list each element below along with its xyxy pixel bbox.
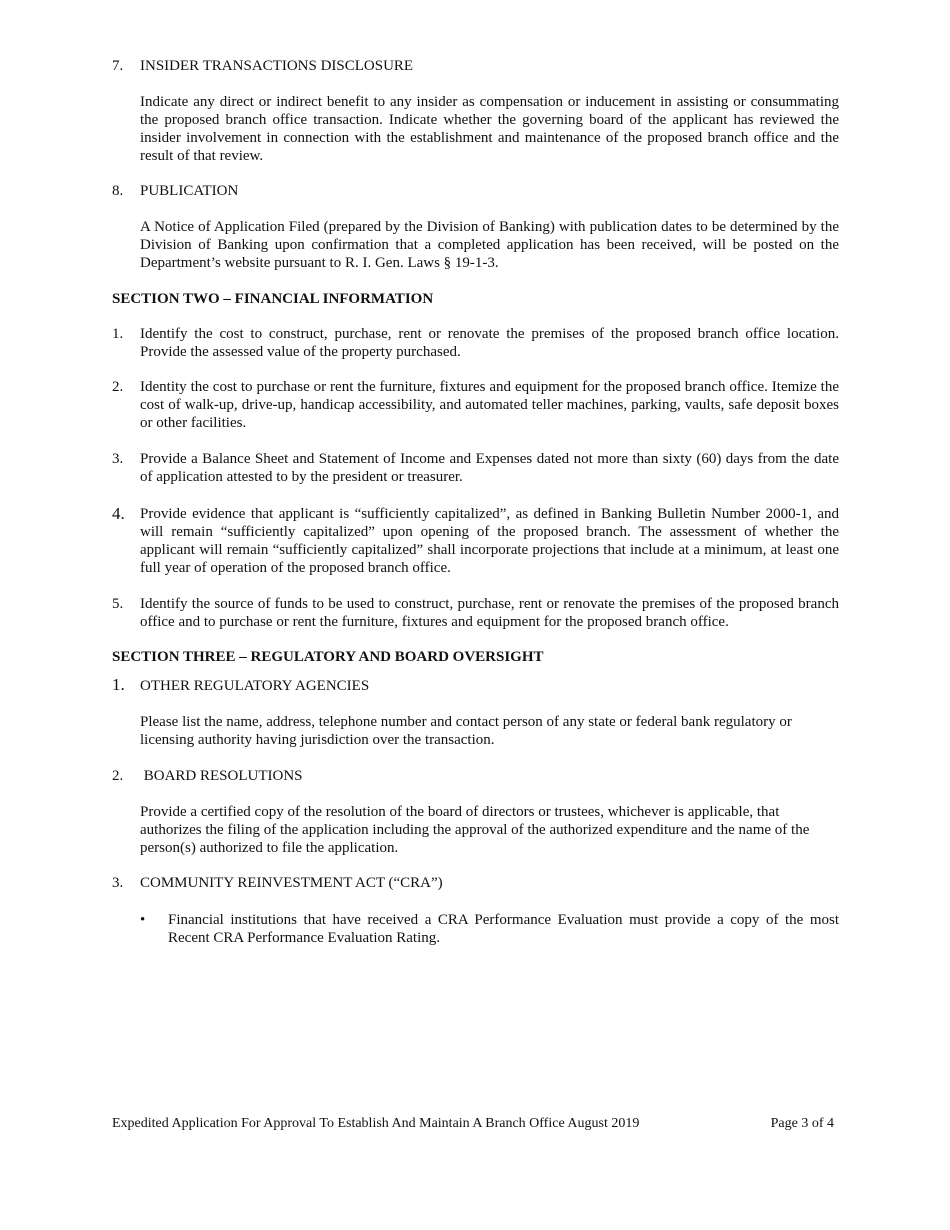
item-7-body xyxy=(112,93,839,165)
section-two-item-4 xyxy=(112,505,839,577)
section-two-item-3 xyxy=(112,450,839,486)
item-number: 4. xyxy=(112,504,125,523)
paragraph: Indicate any direct or indirect benefit to any insider as compensation or inducement in assisting or consummating the proposed branch office transaction. Indicate whether the governing board of the applicant has reviewed the insider involvement in connection with the establishment and maintenance of the proposed branch office and the result of that review. xyxy=(140,94,839,164)
item-number: 2. xyxy=(112,379,124,395)
bullet-text: Financial institutions that have received a CRA Performance Evaluation must provide a copy of the most Recent CRA Performance Evaluation Rating. xyxy=(168,912,839,946)
bullet-icon: • xyxy=(140,912,146,928)
section-two-item-2 xyxy=(112,378,839,432)
item-number: 1. xyxy=(112,675,125,694)
item-number: 8. xyxy=(112,183,124,199)
section-two-item-1 xyxy=(112,325,839,361)
section-three-item-2-body xyxy=(112,803,839,857)
cra-bullet-item xyxy=(140,911,839,947)
item-heading: PUBLICATION xyxy=(140,183,239,199)
footer-page-number: Page 3 of 4 xyxy=(770,1116,834,1131)
footer-document-title: Expedited Application For Approval To Establish And Maintain A Branch Office August 2019 xyxy=(112,1116,640,1131)
item-number: 7. xyxy=(112,58,124,74)
item-number: 3. xyxy=(112,451,124,467)
section-three-item-1-body xyxy=(112,713,839,749)
item-8-body xyxy=(112,218,839,272)
item-heading: OTHER REGULATORY AGENCIES xyxy=(140,678,370,694)
item-heading: COMMUNITY REINVESTMENT ACT (“CRA”) xyxy=(140,875,443,891)
section-two-title: SECTION TWO – FINANCIAL INFORMATION xyxy=(112,291,434,307)
item-heading: INSIDER TRANSACTIONS DISCLOSURE xyxy=(140,58,414,74)
item-number: 5. xyxy=(112,596,124,612)
paragraph: A Notice of Application Filed (prepared by the Division of Banking) with publication dates to be determined by the Division of Banking upon confirmation that a completed application has been received, will be posted on the Department’s website pursuant to R. I. Gen. Laws § 19-1-3. xyxy=(140,219,839,271)
item-text: Identity the cost to purchase or rent the furniture, fixtures and equipment for the proposed branch office. Itemize the cost of walk-up, drive-up, handicap accessibility, and automated teller machines, parking, vaults, safe deposit boxes or other facilities. xyxy=(140,379,839,431)
item-text: Identify the cost to construct, purchase, rent or renovate the premises of the proposed branch office location. Provide the assessed value of the property purchased. xyxy=(140,326,839,360)
paragraph: Provide a certified copy of the resolution of the board of directors or trustees, whichever is applicable, that authorizes the filing of the application including the approval of the authorized expenditure and the name of the person(s) authorized to file the application. xyxy=(140,804,810,856)
item-text: Provide a Balance Sheet and Statement of Income and Expenses dated not more than sixty (60) days from the date of application attested to by the president or treasurer. xyxy=(140,451,839,485)
item-number: 3. xyxy=(112,875,124,891)
item-number: 1. xyxy=(112,326,124,342)
paragraph: Please list the name, address, telephone number and contact person of any state or federal bank regulatory or licensing authority having jurisdiction over the transaction. xyxy=(140,714,792,748)
item-text: Identify the source of funds to be used to construct, purchase, rent or renovate the premises of the proposed branch office and to purchase or rent the furniture, fixtures and equipment for the proposed branch office. xyxy=(140,596,839,630)
item-number: 2. xyxy=(112,768,124,784)
item-heading: BOARD RESOLUTIONS xyxy=(140,768,303,784)
section-three-title: SECTION THREE – REGULATORY AND BOARD OVERSIGHT xyxy=(112,649,544,665)
section-two-item-5 xyxy=(112,595,839,631)
item-text: Provide evidence that applicant is “sufficiently capitalized”, as defined in Banking Bulletin Number 2000-1, and will remain “sufficiently capitalized” upon opening of the proposed branch. The assessment of whether the applicant will remain “sufficiently capitalized” shall incorporate projections that include at a minimum, at least one full year of operation of the proposed branch office. xyxy=(140,506,839,576)
